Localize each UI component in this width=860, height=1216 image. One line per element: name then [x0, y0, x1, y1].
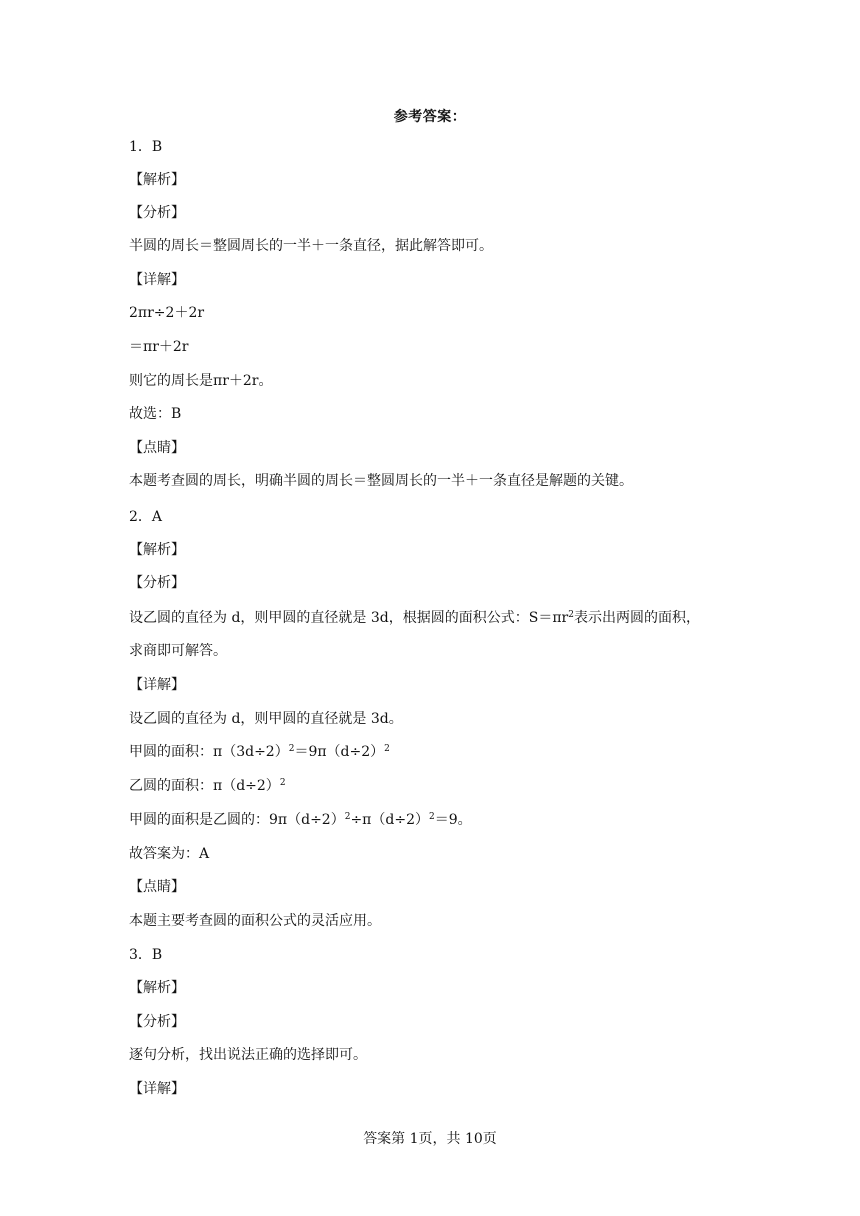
page-title: 参考答案：	[393, 109, 467, 125]
q2-fenxi-text	[129, 608, 700, 628]
q2-step-3	[129, 776, 286, 796]
q1-jiexi-heading: 【解析】	[129, 172, 185, 188]
q2-fenxi-heading: 【分析】	[129, 575, 185, 591]
q2-step-1: 设乙圆的直径为 d，则甲圆的直径就是 3d。	[129, 711, 403, 727]
q1-dianjing-heading: 【点睛】	[129, 440, 185, 456]
q2-step-4-sup2: 2	[428, 812, 435, 822]
q2-step-2-sup1: 2	[288, 744, 295, 754]
page-footer: 答案第 1页，共 10页	[363, 1131, 497, 1147]
q2-step-2-sup2: 2	[384, 744, 390, 754]
q2-dianjing-heading: 【点睛】	[129, 879, 185, 895]
q1-answer: 1．B	[129, 139, 163, 155]
q2-fenxi-text-a: 设乙圆的直径为 d，则甲圆的直径就是 3d，根据圆的面积公式：S＝πr	[129, 610, 569, 626]
q2-step-2	[129, 742, 390, 762]
q2-step-4-b: ÷π（d÷2）	[350, 812, 429, 828]
q2-jiexi-heading: 【解析】	[129, 542, 185, 558]
q2-step-3-a: 乙圆的面积：π（d÷2）	[129, 778, 280, 794]
q2-fenxi-text-cont: 求商即可解答。	[129, 643, 227, 659]
q3-fenxi-text: 逐句分析，找出说法正确的选择即可。	[129, 1047, 367, 1063]
q2-step-2-a: 甲圆的面积：π（3d÷2）	[129, 744, 289, 760]
q2-step-4-sup1: 2	[344, 812, 351, 822]
q2-answer: 2．A	[129, 509, 163, 525]
q3-xiangjie-heading: 【详解】	[129, 1081, 185, 1097]
q1-step-2: ＝πr＋2r	[129, 339, 189, 355]
q1-dianjing-text: 本题考查圆的周长，明确半圆的周长＝整圆周长的一半＋一条直径是解题的关键。	[129, 473, 633, 489]
q2-xiangjie-heading: 【详解】	[129, 677, 185, 693]
q3-jiexi-heading: 【解析】	[129, 980, 185, 996]
q2-step-4-c: ＝9。	[434, 812, 472, 828]
q1-choice: 故选：B	[129, 406, 182, 422]
q2-choice: 故答案为：A	[129, 846, 210, 862]
q2-step-4-a: 甲圆的面积是乙圆的：9π（d÷2）	[129, 812, 345, 828]
q2-dianjing-text: 本题主要考查圆的面积公式的灵活应用。	[129, 913, 381, 929]
q1-step-1: 2πr÷2＋2r	[129, 305, 205, 321]
q1-fenxi-heading: 【分析】	[129, 205, 185, 221]
q2-fenxi-text-b: 表示出两圆的面积，	[573, 610, 700, 626]
q3-answer: 3．B	[129, 947, 163, 963]
q3-fenxi-heading: 【分析】	[129, 1014, 185, 1030]
q1-xiangjie-heading: 【详解】	[129, 272, 185, 288]
q1-fenxi-text: 半圆的周长＝整圆周长的一半＋一条直径，据此解答即可。	[129, 238, 493, 254]
q2-step-3-sup: 2	[279, 778, 286, 788]
q2-step-4	[129, 810, 472, 830]
q2-step-2-b: ＝9π（d÷2）	[294, 744, 385, 760]
q2-fenxi-sup: 2	[568, 610, 574, 620]
q1-step-3: 则它的周长是πr＋2r。	[129, 373, 273, 389]
